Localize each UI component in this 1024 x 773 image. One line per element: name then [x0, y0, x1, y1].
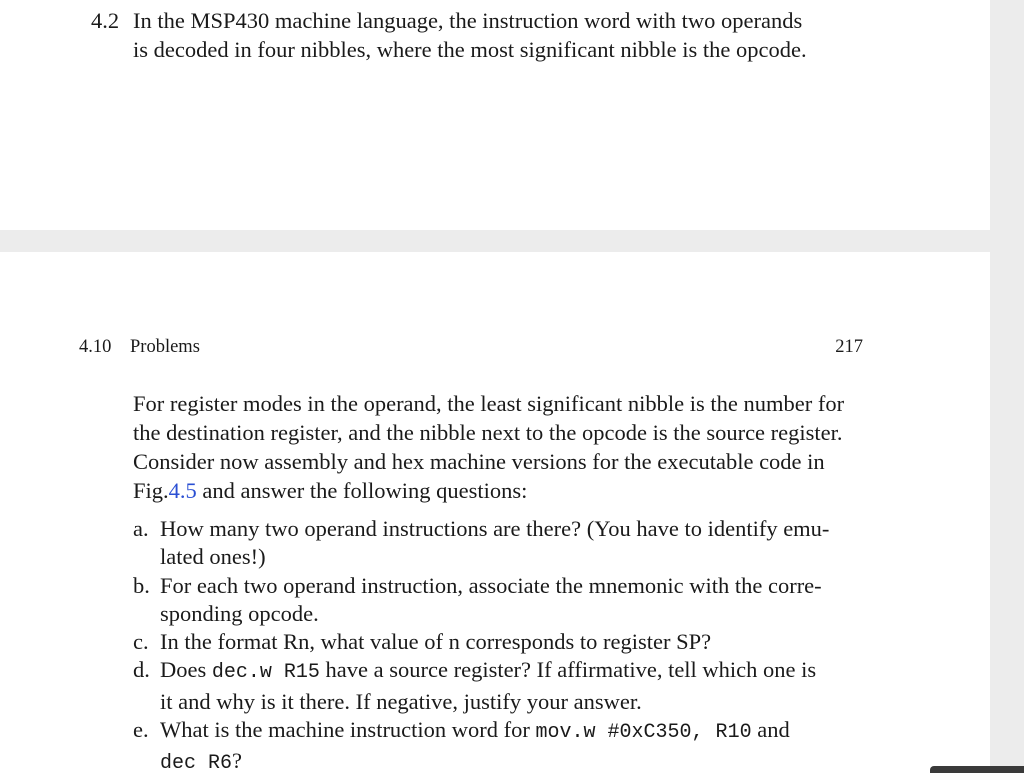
- question-text: sponding opcode.: [160, 600, 319, 626]
- question-text-suffix: have a source register? If affirmative, tell which one is: [319, 657, 817, 683]
- question-text: In the format Rn, what value of n corresponds to register SP?: [160, 629, 712, 655]
- section-title: Problems: [130, 337, 200, 357]
- question-e: [133, 716, 863, 773]
- question-text: For each two operand instruction, associate the mnemonic with the corre-: [160, 572, 822, 598]
- paragraph-line: the destination register, and the nibble next to the opcode is the source register.: [133, 420, 843, 445]
- question-text-prefix: Does: [160, 657, 212, 683]
- code-snippet: mov.w #0xC350, R10: [535, 721, 752, 745]
- code-snippet: dec.w R15: [211, 661, 320, 685]
- question-c: [133, 628, 863, 656]
- section-number: 4.10: [79, 337, 112, 357]
- question-letter: c.: [133, 629, 149, 655]
- question-list: [133, 515, 863, 773]
- problem-4-2: [91, 6, 863, 64]
- question-letter: b.: [133, 572, 150, 598]
- question-b: [133, 572, 863, 629]
- question-text-prefix: What is the machine instruction word for: [160, 717, 536, 743]
- problem-text-line: is decoded in four nibbles, where the most significant nibble is the opcode.: [133, 37, 807, 62]
- fig-prefix: Fig.: [133, 478, 169, 503]
- question-text: lated ones!): [160, 544, 266, 570]
- question-text-suffix: ?: [232, 748, 243, 773]
- figure-link[interactable]: 4.5: [168, 478, 197, 503]
- question-letter: e.: [133, 717, 149, 743]
- body-paragraph: [133, 389, 863, 505]
- page-number: 217: [835, 337, 863, 357]
- paragraph-line: [133, 476, 863, 505]
- question-letter: d.: [133, 657, 150, 683]
- question-text: [160, 656, 863, 687]
- paragraph-line: For register modes in the operand, the least significant nibble is the number for: [133, 391, 845, 416]
- fig-suffix: and answer the following questions:: [196, 478, 528, 503]
- paragraph-line: Consider now assembly and hex machine versions for the executable code in: [133, 449, 825, 474]
- question-text: [160, 747, 863, 773]
- question-text: [160, 716, 863, 747]
- scrollbar-thumb[interactable]: [930, 766, 1024, 773]
- question-text-suffix: and: [751, 717, 790, 743]
- question-text: How many two operand instructions are there? (You have to identify emu-: [160, 516, 830, 541]
- scroll-gutter: [990, 0, 1024, 773]
- question-d: [133, 656, 863, 716]
- question-letter: a.: [133, 516, 149, 541]
- code-snippet: dec R6: [160, 752, 233, 773]
- problem-number: 4.2: [91, 8, 120, 33]
- question-text: it and why is it there. If negative, justify your answer.: [160, 688, 642, 714]
- problem-text-line: In the MSP430 machine language, the instruction word with two operands: [133, 8, 803, 33]
- question-a: [133, 515, 863, 572]
